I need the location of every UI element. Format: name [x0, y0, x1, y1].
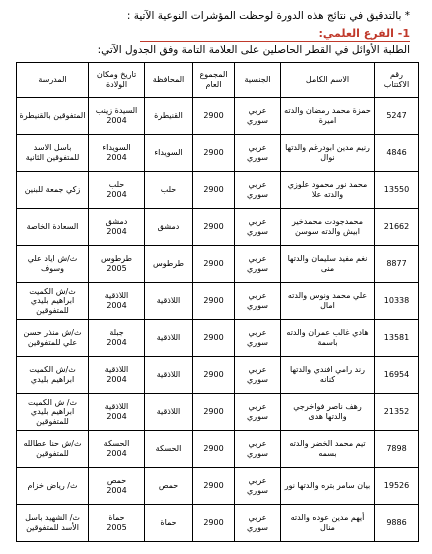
name-cell: علي محمد ونوس والدته امال: [281, 283, 375, 320]
total-cell: 2900: [193, 209, 235, 246]
nationality-cell: عربي سوري: [235, 172, 281, 209]
school-cell: ث/ش الكميت ابراهيم بليدي للمتفوقين: [17, 283, 89, 320]
school-cell: ث/ رياض خزام: [17, 468, 89, 505]
table-row: [17, 505, 419, 542]
col-header-nationality: الجنسية: [235, 63, 281, 98]
birth-place: دمشق: [105, 217, 128, 227]
id-cell: 4846: [375, 135, 419, 172]
birth-year: 2004: [106, 190, 127, 199]
governorate-cell: اللاذقية: [145, 394, 193, 431]
top-students-table: [16, 62, 419, 542]
governorate-cell: الحسكة: [145, 431, 193, 468]
birth-cell: [89, 505, 145, 542]
birth-year: 2004: [106, 449, 127, 458]
birth-place: اللاذقية: [104, 291, 129, 301]
governorate-cell: اللاذقية: [145, 320, 193, 357]
nationality-cell: عربي سوري: [235, 246, 281, 283]
name-cell: رهف ناصر فواخرجي والدتها هدى: [281, 394, 375, 431]
school-cell: ث/ الشهيد باسل الأسد للمتفوقين: [17, 505, 89, 542]
id-cell: 9886: [375, 505, 419, 542]
governorate-cell: القنيطرة: [145, 98, 193, 135]
id-cell: 7898: [375, 431, 419, 468]
table-row: [17, 209, 419, 246]
name-cell: رنيم مدين ابودرغم والدتها نوال: [281, 135, 375, 172]
school-cell: ث/ ش الكميت ابراهيم بليدي للمتفوقين: [17, 394, 89, 431]
birth-year: 2004: [106, 153, 127, 162]
birth-cell: [89, 357, 145, 394]
id-cell: 10338: [375, 283, 419, 320]
table-header-row: [17, 63, 419, 98]
birth-place: جبلة: [109, 328, 124, 338]
nationality-cell: عربي سوري: [235, 468, 281, 505]
total-cell: 2900: [193, 172, 235, 209]
birth-cell: [89, 431, 145, 468]
nationality-cell: عربي سوري: [235, 505, 281, 542]
intro-line: الطلبة الأوائل في القطر الحاصلين على العلامة التامة وفق الجدول الآتي:: [97, 44, 410, 56]
birth-cell: [89, 209, 145, 246]
birth-cell: [89, 172, 145, 209]
school-cell: المتفوقين بالقنيطرة: [17, 98, 89, 135]
birth-year: 2004: [106, 486, 127, 495]
id-cell: 21662: [375, 209, 419, 246]
col-header-governorate: المحافظة: [145, 63, 193, 98]
governorate-cell: حماة: [145, 505, 193, 542]
col-header-school: المدرسة: [17, 63, 89, 98]
school-cell: ث/ش الكميت ابراهيم بليدي: [17, 357, 89, 394]
birth-place: الحسكة: [103, 439, 130, 449]
birth-place: السويداء: [102, 143, 131, 153]
col-header-birth: تاريخ ومكان الولادة: [89, 63, 145, 98]
id-cell: 13581: [375, 320, 419, 357]
birth-year: 2004: [106, 301, 127, 310]
birth-cell: [89, 468, 145, 505]
birth-place: حمص: [106, 476, 127, 486]
table-row: [17, 135, 419, 172]
name-cell: نغم مفيد سليمان والدتها منى: [281, 246, 375, 283]
nationality-cell: عربي سوري: [235, 209, 281, 246]
school-cell: السعادة الخاصة: [17, 209, 89, 246]
id-cell: 5247: [375, 98, 419, 135]
nationality-cell: عربي سوري: [235, 98, 281, 135]
col-header-total: المجموع العام: [193, 63, 235, 98]
table-row: [17, 431, 419, 468]
nationality-cell: عربي سوري: [235, 394, 281, 431]
birth-cell: [89, 98, 145, 135]
governorate-cell: حلب: [145, 172, 193, 209]
table-row: [17, 468, 419, 505]
birth-year: 2004: [106, 338, 127, 347]
note-line: * بالتدقيق في نتائج هذه الدورة لوحظت المؤشرات النوعية الآتية :: [126, 10, 410, 22]
nationality-cell: عربي سوري: [235, 357, 281, 394]
nationality-cell: عربي سوري: [235, 283, 281, 320]
nationality-cell: عربي سوري: [235, 135, 281, 172]
name-cell: أيهم مدين عوده والدته منال: [281, 505, 375, 542]
name-cell: حمزة محمد رمضان والدته اميرة: [281, 98, 375, 135]
school-cell: باسل الاسد للمتفوقين الثانية: [17, 135, 89, 172]
total-cell: 2900: [193, 505, 235, 542]
governorate-cell: السويداء: [145, 135, 193, 172]
birth-cell: [89, 135, 145, 172]
total-cell: 2900: [193, 283, 235, 320]
table-row: [17, 394, 419, 431]
birth-cell: [89, 283, 145, 320]
total-cell: 2900: [193, 135, 235, 172]
table-row: [17, 320, 419, 357]
id-cell: 8877: [375, 246, 419, 283]
total-cell: 2900: [193, 431, 235, 468]
school-cell: ث/ش اياد علي وسوف: [17, 246, 89, 283]
total-cell: 2900: [193, 468, 235, 505]
table-row: [17, 357, 419, 394]
birth-place: اللاذقية: [104, 365, 129, 375]
total-cell: 2900: [193, 246, 235, 283]
table-row: [17, 283, 419, 320]
name-cell: محمدجودت محمدخير ابيش والدته سوسن: [281, 209, 375, 246]
governorate-cell: اللاذقية: [145, 283, 193, 320]
birth-year: 2004: [106, 412, 127, 421]
name-cell: هادي غالب عمران والدته باسمة: [281, 320, 375, 357]
col-header-name: الاسم الكامل: [281, 63, 375, 98]
table-row: [17, 172, 419, 209]
birth-cell: [89, 320, 145, 357]
birth-year: 2005: [106, 264, 127, 273]
school-cell: ث/ش حنا عطالله للمتفوقين: [17, 431, 89, 468]
id-cell: 21352: [375, 394, 419, 431]
total-cell: 2900: [193, 357, 235, 394]
name-cell: محمد نور محمود علوزي والدته علا: [281, 172, 375, 209]
school-cell: ث/ش منذر حسن علي للمتفوقين: [17, 320, 89, 357]
birth-cell: [89, 394, 145, 431]
birth-year: 2004: [106, 227, 127, 236]
name-cell: بيان سامر بتره والدتها نور: [281, 468, 375, 505]
name-cell: رند رامي افندي والدتها كنانه: [281, 357, 375, 394]
total-cell: 2900: [193, 320, 235, 357]
id-cell: 13550: [375, 172, 419, 209]
id-cell: 19526: [375, 468, 419, 505]
school-cell: زكي جمعة للبنين: [17, 172, 89, 209]
birth-place: السيدة زينب: [95, 106, 138, 116]
governorate-cell: طرطوس: [145, 246, 193, 283]
name-cell: تيم محمد الخضر والدته بسمه: [281, 431, 375, 468]
table-row: [17, 98, 419, 135]
total-cell: 2900: [193, 394, 235, 431]
birth-place: طرطوس: [100, 254, 133, 264]
birth-cell: [89, 246, 145, 283]
table-row: [17, 246, 419, 283]
birth-year: 2004: [106, 116, 127, 125]
id-cell: 16954: [375, 357, 419, 394]
birth-place: حلب: [108, 180, 125, 190]
governorate-cell: اللاذقية: [145, 357, 193, 394]
branch-underline: [140, 41, 410, 42]
birth-place: حماة: [108, 513, 125, 523]
nationality-cell: عربي سوري: [235, 320, 281, 357]
col-header-id: رقم الاكتتاب: [375, 63, 419, 98]
nationality-cell: عربي سوري: [235, 431, 281, 468]
birth-year: 2005: [106, 523, 127, 532]
birth-year: 2004: [106, 375, 127, 384]
total-cell: 2900: [193, 98, 235, 135]
governorate-cell: دمشق: [145, 209, 193, 246]
branch-heading: 1- الفرع العلمي:: [318, 27, 410, 40]
table-body: [17, 98, 419, 542]
birth-place: اللاذقية: [104, 402, 129, 412]
governorate-cell: حمص: [145, 468, 193, 505]
